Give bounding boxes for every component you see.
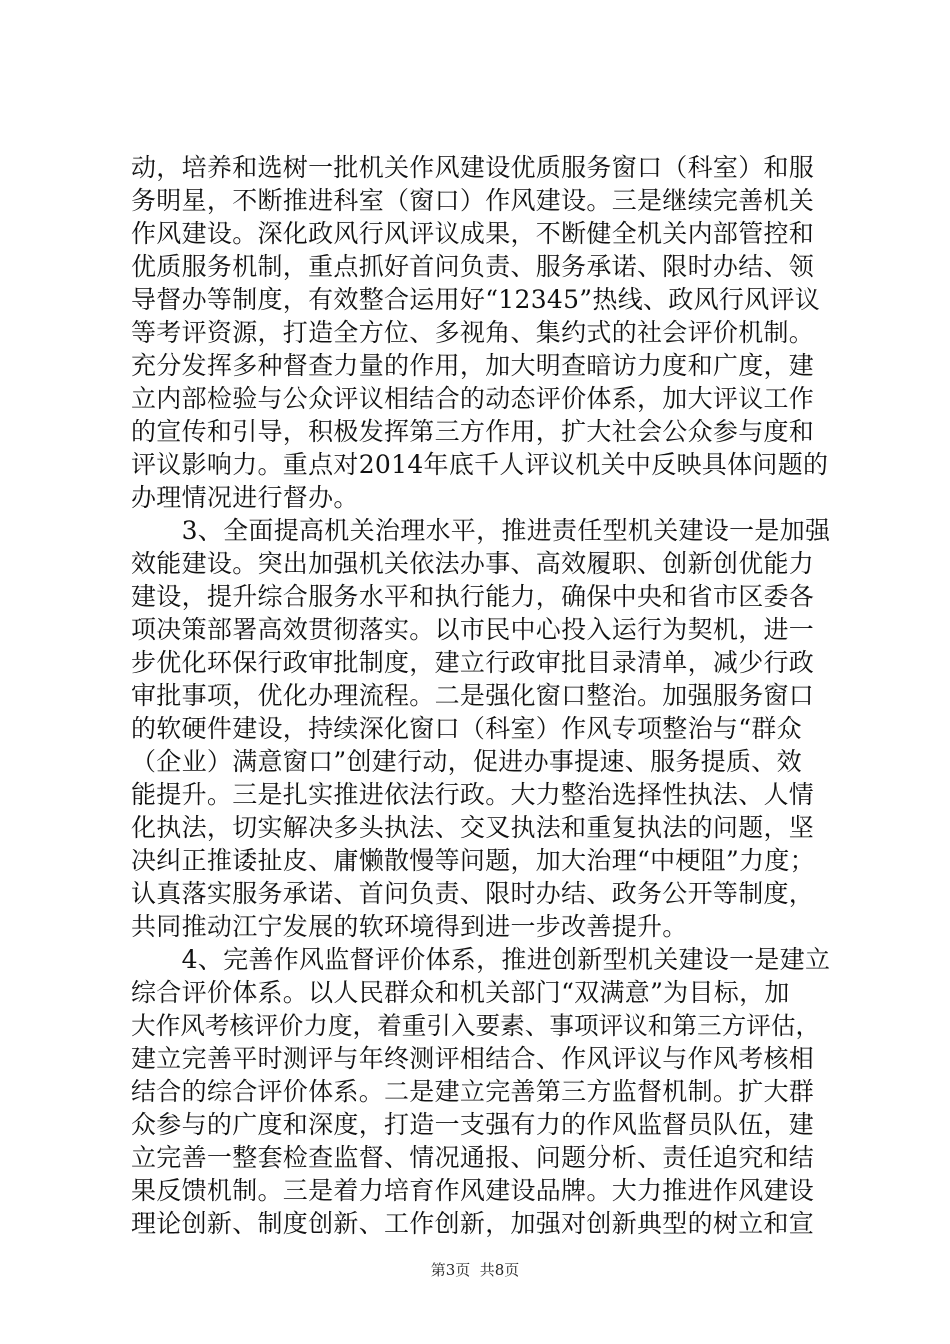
text-line: 效能建设。突出加强机关依法办事、高效履职、创新创优能力 — [131, 549, 815, 578]
text-line: 结合的综合评价体系。二是建立完善第三方监督机制。扩大群 — [131, 1077, 815, 1106]
text-line: 3、全面提高机关治理水平，推进责任型机关建设一是加强 — [131, 516, 831, 545]
text-line: 建设，提升综合服务水平和执行能力，确保中央和省市区委各 — [131, 582, 815, 611]
text-line: 作风建设。深化政风行风评议成果，不断健全机关内部管控和 — [131, 219, 815, 248]
text-line: 共同推动江宁发展的软环境得到进一步改善提升。 — [131, 912, 688, 941]
text-line: 的软硬件建设，持续深化窗口（科室）作风专项整治与“群众 — [131, 714, 802, 743]
text-line: 化执法，切实解决多头执法、交叉执法和重复执法的问题，坚 — [131, 813, 815, 842]
text-line: 立完善一整套检查监督、情况通报、问题分析、责任追究和结 — [131, 1143, 815, 1172]
text-line: 务明星，不断推进科室（窗口）作风建设。三是继续完善机关 — [131, 186, 815, 215]
text-line: 评议影响力。重点对2014年底千人评议机关中反映具体问题的 — [131, 450, 829, 479]
text-line: 充分发挥多种督查力量的作用，加大明查暗访力度和广度，建 — [131, 351, 815, 380]
text-line: 项决策部署高效贯彻落实。以市民中心投入运行为契机，进一 — [131, 615, 815, 644]
text-line: 理论创新、制度创新、工作创新，加强对创新典型的树立和宣 — [131, 1209, 815, 1238]
text-line: 优质服务机制，重点抓好首问负责、服务承诺、限时办结、领 — [131, 252, 815, 281]
text-line: 众参与的广度和深度，打造一支强有力的作风监督员队伍，建 — [131, 1110, 815, 1139]
document-body — [131, 151, 831, 1240]
text-line: 审批事项，优化办理流程。二是强化窗口整治。加强服务窗口 — [131, 681, 815, 710]
page-number-footer: 第3页 共8页 — [430, 1261, 520, 1279]
text-line: 等考评资源，打造全方位、多视角、集约式的社会评价机制。 — [131, 318, 815, 347]
text-line: 果反馈机制。三是着力培育作风建设品牌。大力推进作风建设 — [131, 1176, 815, 1205]
text-line: 决纠正推诿扯皮、庸懒散慢等问题，加大治理“中梗阻”力度； — [131, 846, 815, 875]
text-line: 认真落实服务承诺、首问负责、限时办结、政务公开等制度， — [131, 879, 815, 908]
text-line: 动，培养和选树一批机关作风建设优质服务窗口（科室）和服 — [131, 153, 815, 182]
text-line: 4、完善作风监督评价体系，推进创新型机关建设一是建立 — [131, 945, 831, 974]
text-line: 综合评价体系。以人民群众和机关部门“双满意”为目标，加 — [131, 978, 790, 1007]
text-line: 立内部检验与公众评议相结合的动态评价体系，加大评议工作 — [131, 384, 815, 413]
text-line: 导督办等制度，有效整合运用好“12345”热线、政风行风评议 — [131, 285, 821, 314]
text-line: 能提升。三是扎实推进依法行政。大力整治选择性执法、人情 — [131, 780, 815, 809]
text-line: 办理情况进行督办。 — [131, 483, 359, 512]
text-line: （企业）满意窗口”创建行动，促进办事提速、服务提质、效 — [131, 747, 802, 776]
text-line: 建立完善平时测评与年终测评相结合、作风评议与作风考核相 — [131, 1044, 815, 1073]
text-line: 步优化环保行政审批制度，建立行政审批目录清单，减少行政 — [131, 648, 815, 677]
text-line: 的宣传和引导，积极发挥第三方作用，扩大社会公众参与度和 — [131, 417, 815, 446]
text-line: 大作风考核评价力度，着重引入要素、事项评议和第三方评估， — [131, 1011, 821, 1040]
